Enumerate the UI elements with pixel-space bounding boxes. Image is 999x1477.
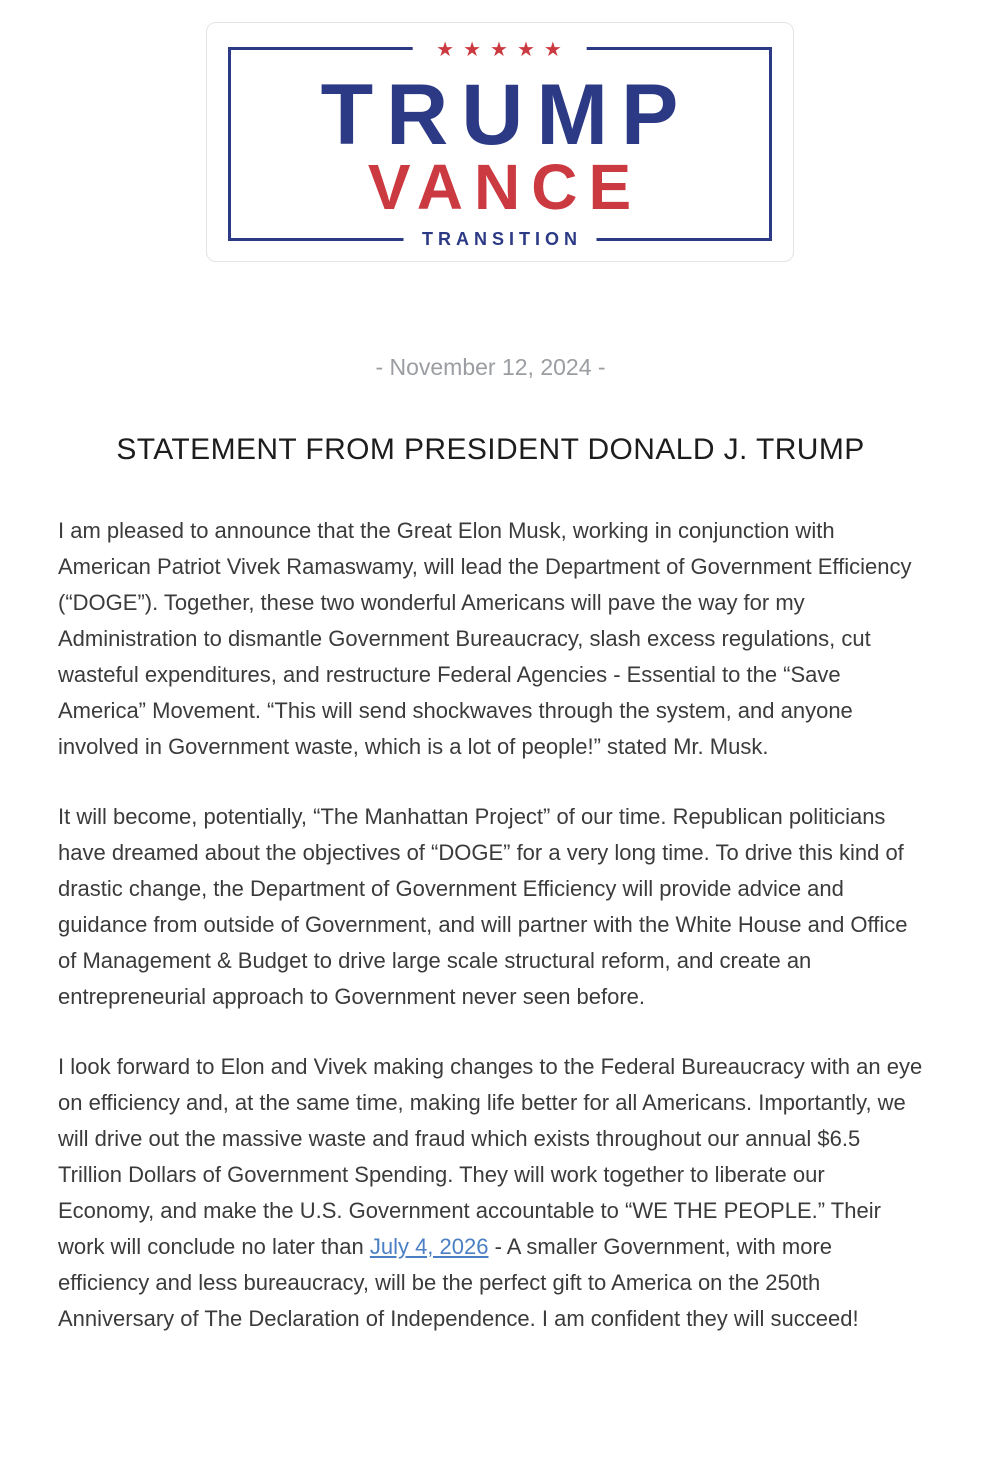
statement-body xyxy=(58,513,923,1337)
date-line: - November 12, 2024 - xyxy=(375,353,606,380)
statement-title: STATEMENT FROM PRESIDENT DONALD J. TRUMP xyxy=(116,432,865,466)
paragraph-3 xyxy=(58,1049,923,1337)
paragraph-2: It will become, potentially, “The Manhattan Project” of our time. Republican politicians have dreamed about the objectives of “DOGE” for a very long time. To drive this kind of drastic change, the Department of Government Efficiency will provide advice and guidance from outside of Government, and will partner with the White House and Office of Management & Budget to drive large scale structural reform, and create an entrepreneurial approach to Government never seen before. xyxy=(58,803,908,1009)
statement-document xyxy=(0,22,999,1337)
paragraph-3-text-before: I look forward to Elon and Vivek making changes to the Federal Bureaucracy with an eye on efficiency and, at the same time, making life better for all Americans. Importantly, we will drive out the massive waste and fraud which exists throughout our annual $6.5 Trillion Dollars of Government Spending. They will work together to liberate our Economy, and make the U.S. Government accountable to “WE THE PEOPLE.” Their work will conclude no later than xyxy=(58,1053,923,1259)
paragraph-3-text-after: - A smaller Government, with more efficiency and less bureaucracy, will be the perfect gift to America on the 250th Anniversary of The Declaration of Independence. I am confident they will succeed! xyxy=(58,1233,859,1331)
paragraph-1: I am pleased to announce that the Great Elon Musk, working in conjunction with American Patriot Vivek Ramaswamy, will lead the Department of Government Efficiency (“DOGE”). Together, these two wonderful Americans will pave the way for my Administration to dismantle Government Bureaucracy, slash excess regulations, cut wasteful expenditures, and restructure Federal Agencies - Essential to the “Save America” Movement. “This will send shockwaves through the system, and anyone involved in Government waste, which is a lot of people!” stated Mr. Musk. xyxy=(58,517,912,759)
trump-vance-transition-logo xyxy=(206,22,794,262)
logo-trump-wordmark: TRUMP xyxy=(320,67,692,163)
logo-transition-banner: TRANSITION xyxy=(403,227,596,251)
july-4-2026-link[interactable]: July 4, 2026 xyxy=(369,1233,489,1259)
logo-vance-wordmark: VANCE xyxy=(367,151,643,224)
logo-frame xyxy=(228,37,772,249)
five-stars-icon: ★★★★★ xyxy=(412,34,587,64)
statement-content xyxy=(0,354,999,1337)
